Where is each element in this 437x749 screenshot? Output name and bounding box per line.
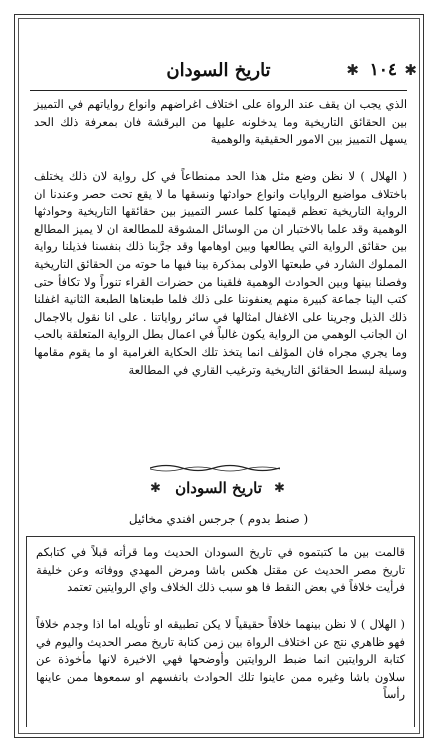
page-number: ١٠٤ [369,60,397,80]
star-ornament-icon: ✱ [274,481,285,496]
question-author: ( صنط بدوم ) جرجس افندي مخائيل [128,512,309,526]
section-title: تاريخ السودان [175,479,262,497]
question-paragraph [36,544,405,597]
hilal-answer-text: لا نظن بينهما خلافاً حقيقياً لا يكن تطبيقه او تأويله اما اذا وجدم خلافاً فهو ظاهري نتج عن اختلاف الرواة بين زمن كتابة تاريخ مصر الحديث واليوم في كتابة الروايتين انما ضبط الروايتين وأوضحها فهي الاخيرة لانها مأخوذة عن سلاون باشا وغيره ممن عاينوا تلك الحوادث بانفسهم او سمعوها ممن عاينها رأساً [36,617,405,702]
hilal-reply-text: لا نظن وضع مثل هذا الحد ممنطاعاً في كل رواية لان ذلك يختلف باختلاف مواضيع الروايات وانواع حوادثها ونسقها ما لا يقع تحت حصر وعندنا ان الرواية التاريخية تعظم قيمتها كلما عسر التمييز بين حقائقها التاريخية وحوادثها الوهمية وقد علما بالاختبار ان من الوسائل المشوقة للمطالعة ان لا يميز المطالع بين حقائق الرواية التي يطالعها وبين اوهامها وقد جرَّبنا ذلك بنفسنا فذيلنا رواية المملوك الشارد في طبعتها الاولى بمذكرة بينا فيها ما حوته من الحقائق التاريخية وفصلنا بينها وبين الحوادث الوهمية فلقينا من حضرات القراء تنوراً ولا تكافأ حتى كتب الينا جماعة كبيرة منهم يعنفوننا على ذلك فلما طبعناها الطبعة الثانية اغفلنا ذلك الذيل وجرينا على الاغفال امثالها في سائر رواياتنا . على انا نقول بالاجمال ان الجانب الوهمي من الرواية يكون غالباً في اعمال بطل الرواية المتعلقة بالحب وما يجري مجراه فان المؤلف انما يتخذ تلك الحكاية الغرامية او ما يقوم مقامها وسيلة لبسط الحقائق التاريخية وترغيب القاري في المطالعة [34,169,407,377]
section-divider [150,458,280,468]
header-rule [30,90,407,91]
running-title: تاريخ السودان [166,60,271,81]
question-text: قالمت بين ما كتبتموه في تاريخ السودان الحديث وما قرأته قبلاً في كتابكم تاريخ مصر الحديث عن مقتل هكس باشا ومرض المهدي ووفاته وعن خليفة فرأيت خلافاً في بعض النقط فا هو سبب ذلك الخلاف واي الروايتين تعتمد [36,545,405,595]
star-ornament-icon: ✱ [150,481,161,496]
body-paragraph [34,96,407,149]
hilal-reply [34,168,407,379]
body-text: الذي يجب ان يقف عند الرواة على اختلاف اغراضهم وانواع رواياتهم في التمييز بين الحقائق التاريخية وما يدخلونه عليها من البرقشة فان بمعرفة ذلك الحد يسهل التمييز بين الامور الحقيقية والوهمية [34,97,407,147]
hilal-label: ( الهلال ) [360,169,408,183]
star-ornament-icon: ✱ [404,61,417,79]
page-header [20,56,417,90]
star-ornament-icon: ✱ [346,61,359,79]
hilal-answer [36,616,405,704]
hilal-label: ( الهلال ) [360,617,405,631]
